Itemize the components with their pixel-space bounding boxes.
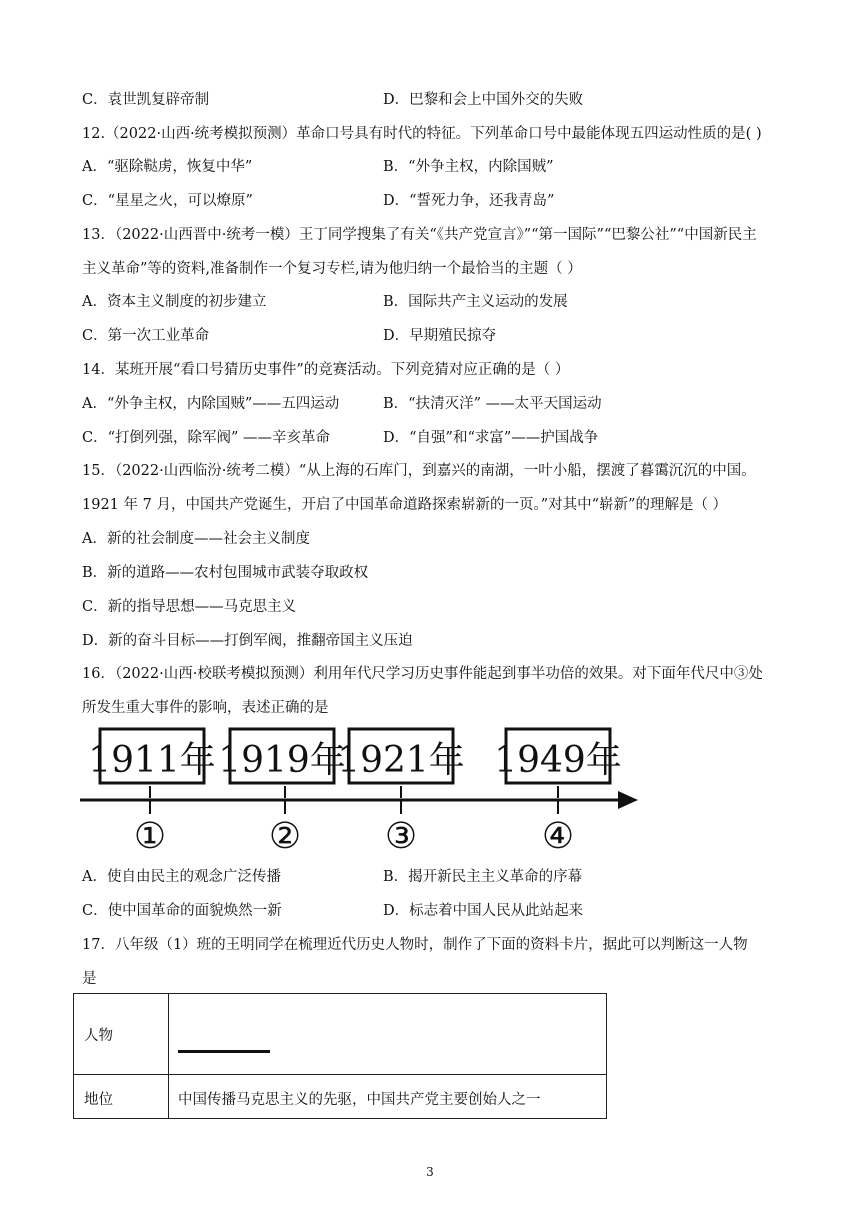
- q13-option-c: C．第一次工业革命: [82, 328, 210, 344]
- q15-stem-line1: 15．（2022·山西临汾·统考二模）“从上海的石库门，到嘉兴的南湖，一叶小船，摆渡了暮霭沉沉的中国。: [82, 463, 756, 479]
- timeline-year-1: 1911年: [88, 740, 216, 781]
- card-label-person: 人物: [84, 1028, 113, 1044]
- q12-option-c: C．“星星之火，可以燎原”: [82, 193, 253, 209]
- q13-option-a: A．资本主义制度的初步建立: [82, 294, 267, 310]
- q15-option-a: A．新的社会制度——社会主义制度: [82, 531, 310, 547]
- q12-option-d: D．“誓死力争，还我青岛”: [383, 193, 555, 209]
- q16-option-c: C．使中国革命的面貌焕然一新: [82, 903, 282, 919]
- q16-option-b: B．揭开新民主主义革命的序幕: [383, 869, 583, 885]
- q16-option-a: A．使自由民主的观念广泛传播: [82, 869, 281, 885]
- q16-stem-line2: 所发生重大事件的影响，表述正确的是: [82, 700, 329, 716]
- q13-stem-line2: 主义革命”等的资料,准备制作一个复习专栏,请为他归纳一个最恰当的主题（ ）: [82, 261, 582, 277]
- q14-stem: 14．某班开展“看口号猜历史事件”的竞赛活动。下列竞猜对应正确的是（ ）: [82, 362, 570, 378]
- card-person-blank: [178, 1050, 270, 1053]
- timeline-marker-3: ③: [384, 816, 418, 854]
- q14-option-c: C．“打倒列强，除军阀” ——辛亥革命: [82, 430, 331, 446]
- card-status-value: 中国传播马克思主义的先驱，中国共产党主要创始人之一: [178, 1092, 541, 1108]
- q12-option-a: A．“驱除鞑虏，恢复中华”: [82, 159, 253, 175]
- q14-option-a: A．“外争主权，内除国贼”——五四运动: [82, 396, 340, 412]
- q16-option-d: D．标志着中国人民从此站起来: [383, 903, 584, 919]
- q15-option-d: D．新的奋斗目标——打倒军阀，推翻帝国主义压迫: [82, 633, 413, 649]
- q15-stem-line2: 1921 年 7 月，中国共产党诞生，开启了中国革命道路探索崭新的一页。”对其中“崭新”的理解是（ ）: [82, 497, 728, 513]
- q12-option-b: B．“外争主权，内除国贼”: [383, 159, 554, 175]
- timeline-marker-1: ①: [133, 816, 167, 854]
- card-label-status: 地位: [84, 1092, 113, 1108]
- q11-option-d: D．巴黎和会上中国外交的失败: [383, 92, 584, 108]
- q14-option-b: B．“扶清灭洋” ——太平天国运动: [383, 396, 602, 412]
- q17-stem-line1: 17．八年级（1）班的王明同学在梳理近代历史人物时，制作了下面的资料卡片，据此可以判断这一人物: [82, 937, 748, 953]
- q12-stem: 12.（2022·山西·统考模拟预测）革命口号具有时代的特征。下列革命口号中最能体现五四运动性质的是( ): [82, 126, 762, 142]
- timeline-year-box-2: [218, 729, 346, 783]
- q15-option-b: B．新的道路——农村包围城市武装夺取政权: [82, 565, 369, 581]
- timeline-year-box-4: [494, 729, 622, 783]
- timeline-year-box-1: [88, 729, 216, 783]
- q15-option-c: C．新的指导思想——马克思主义: [82, 599, 297, 615]
- q13-stem-line1: 13．（2022·山西晋中·统考一模）王丁同学搜集了有关“《共产党宣言》”“第一国际”“巴黎公社”“中国新民主: [82, 227, 757, 243]
- timeline-year-3: 1921年: [337, 740, 465, 781]
- timeline-diagram: [78, 724, 648, 854]
- info-card-table: [73, 993, 607, 1119]
- timeline-year-4: 1949年: [494, 740, 622, 781]
- q16-stem-line1: 16．（2022·山西·校联考模拟预测）利用年代尺学习历史事件能起到事半功倍的效果。对下面年代尺中③处: [82, 666, 763, 682]
- q13-option-d: D．早期殖民掠夺: [383, 328, 497, 344]
- q14-option-d: D．“自强”和“求富”——护国战争: [383, 430, 599, 446]
- timeline-marker-4: ④: [541, 816, 575, 854]
- q17-stem-line2: 是: [82, 971, 97, 987]
- q13-option-b: B．国际共产主义运动的发展: [383, 294, 568, 310]
- q11-option-c: C．袁世凯复辟帝制: [82, 92, 210, 108]
- timeline-marker-2: ②: [268, 816, 302, 854]
- timeline-year-box-3: [337, 729, 465, 783]
- page-number: 3: [426, 1165, 434, 1179]
- timeline-year-2: 1919年: [218, 740, 346, 781]
- timeline-arrow-icon: [618, 791, 638, 809]
